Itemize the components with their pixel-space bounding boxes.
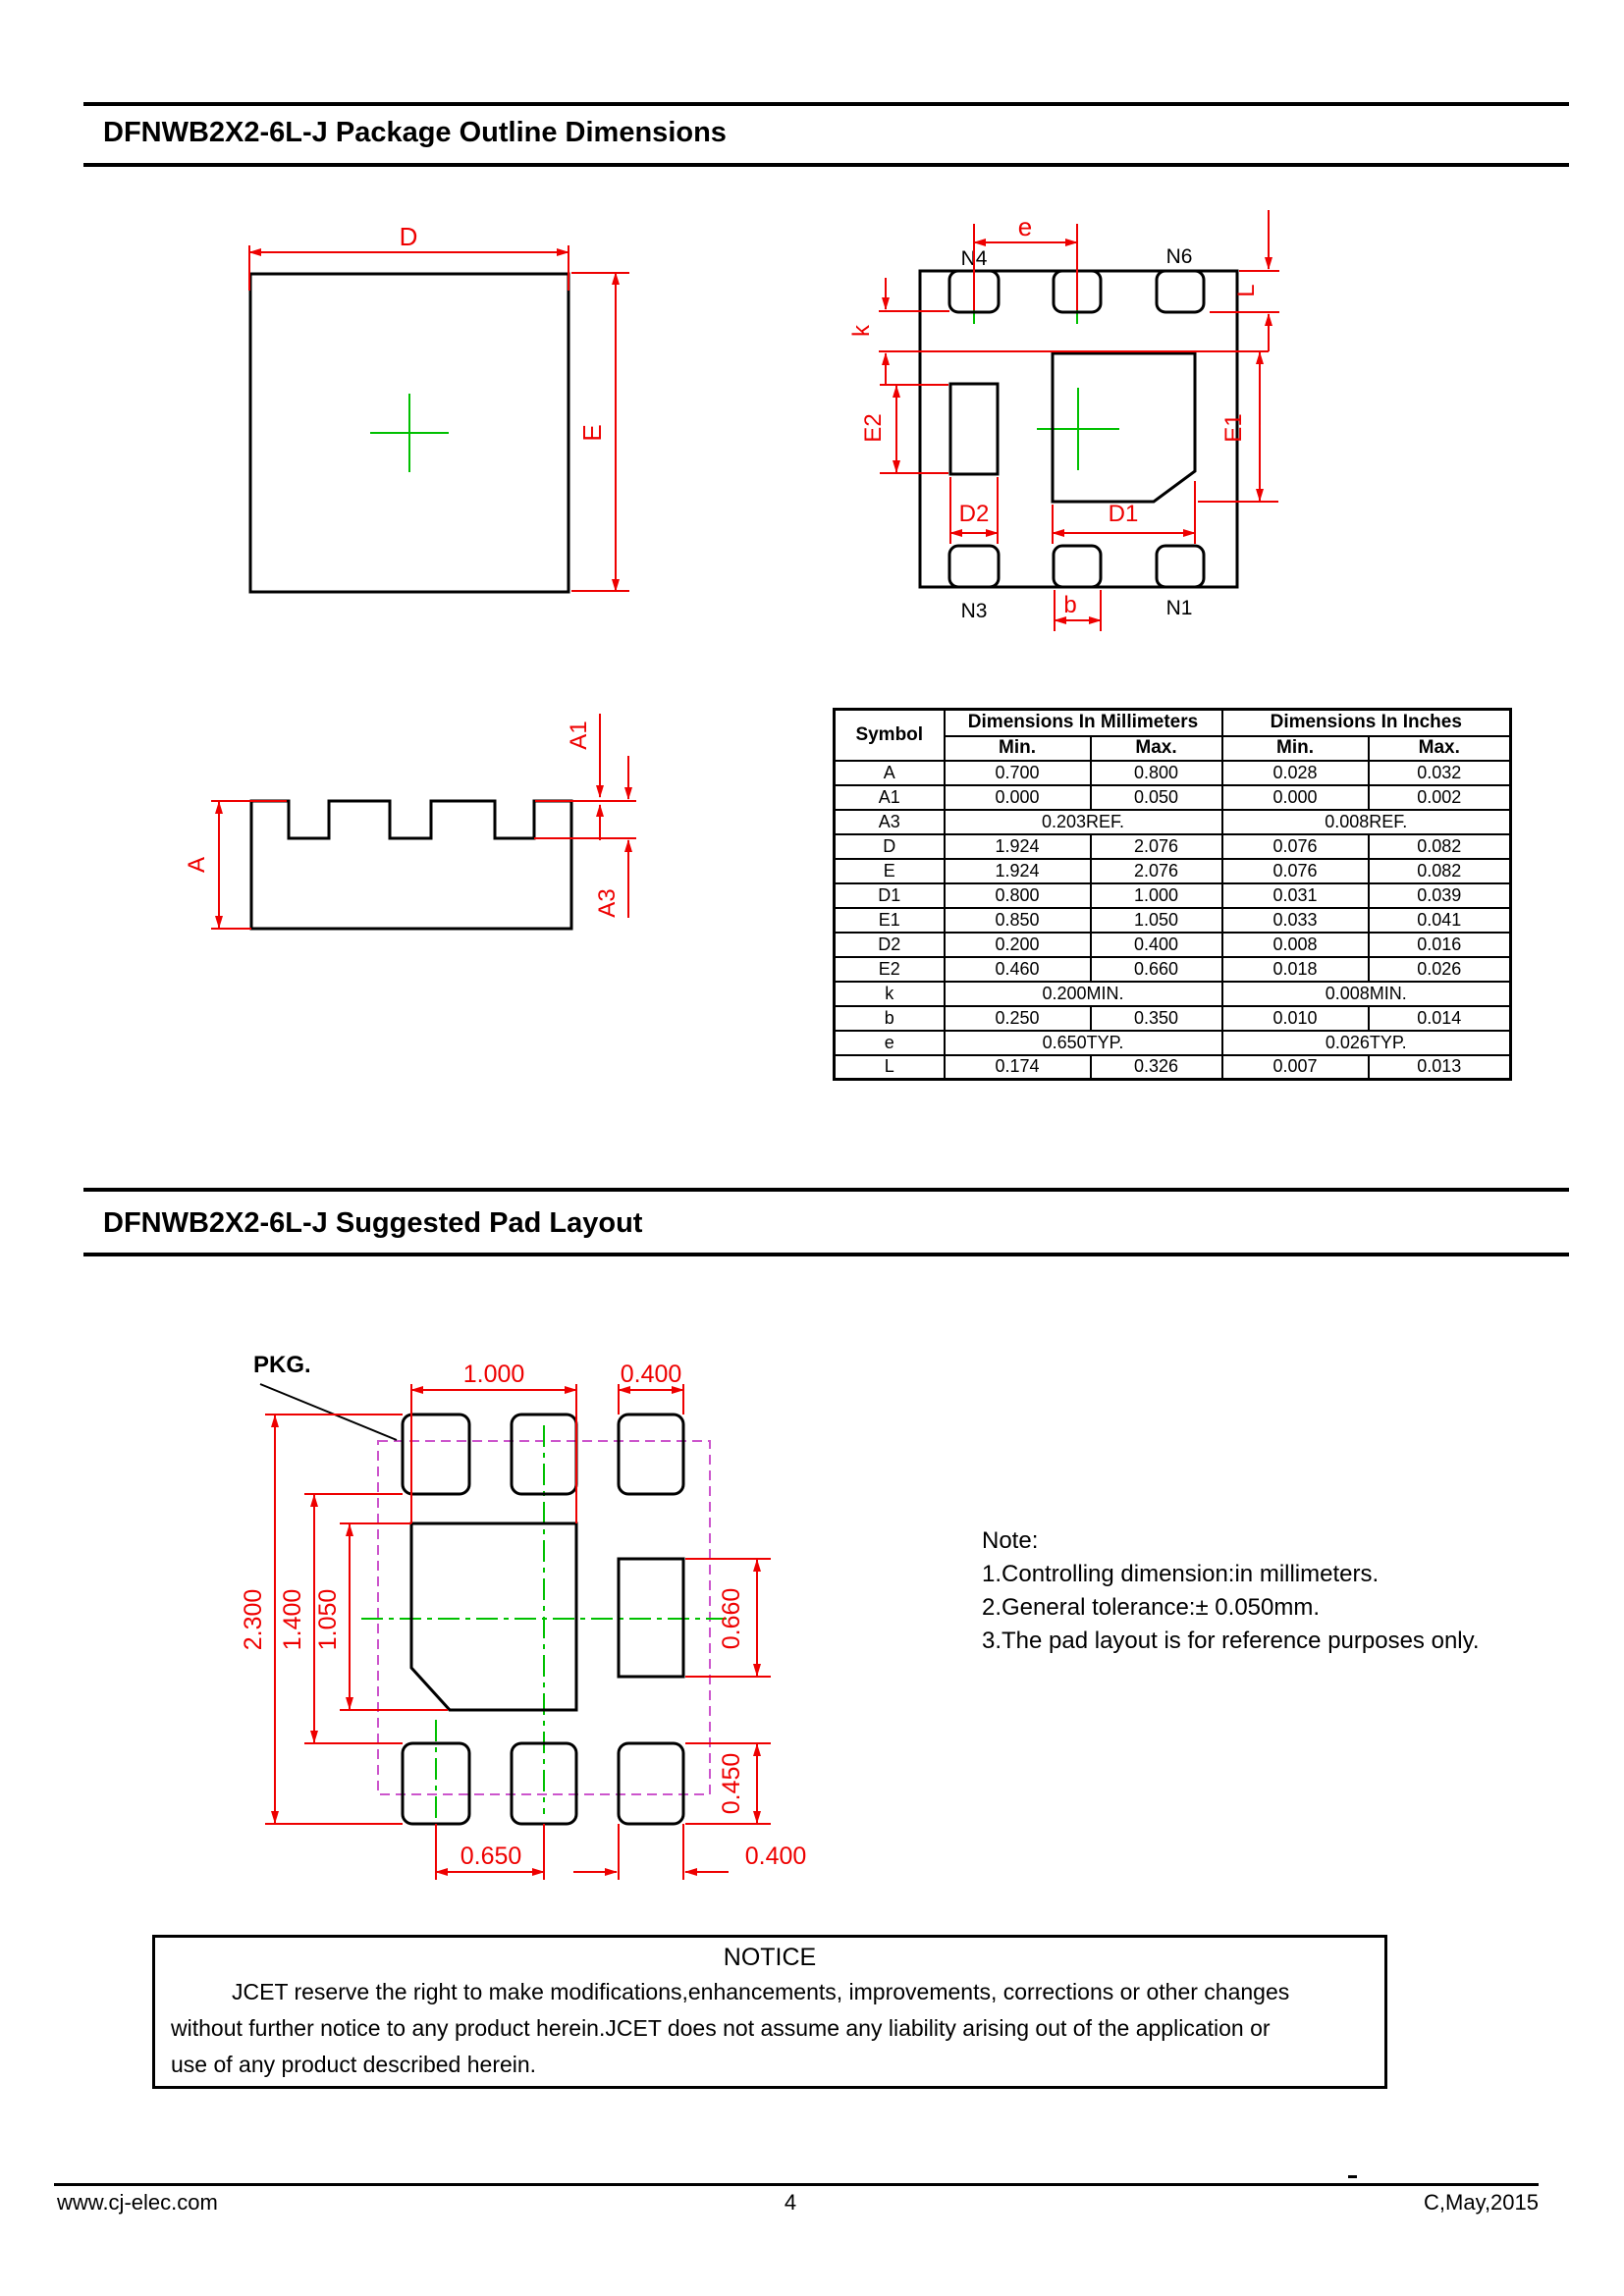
rule-top xyxy=(83,102,1569,106)
centerlines xyxy=(974,257,1119,470)
table-cell: 0.016 xyxy=(1369,933,1511,957)
dimension-E2 xyxy=(860,385,948,473)
dim-label-A1: A1 xyxy=(566,721,592,750)
table-cell: 0.350 xyxy=(1091,1006,1222,1031)
dim-value: 0.400 xyxy=(744,1842,807,1870)
notice-line: JCET reserve the right to make modifications,enhancements, improvements, corrections or other changes xyxy=(232,1979,1290,2004)
table-cell: A xyxy=(835,761,945,785)
table-cell: 0.850 xyxy=(945,908,1091,933)
notice-line: without further notice to any product herein.JCET does not assume any liability arising out of the application or xyxy=(171,2015,1271,2041)
table-cell: 1.924 xyxy=(945,859,1091,883)
rule-above-title2 xyxy=(83,1188,1569,1192)
footer-website: www.cj-elec.com xyxy=(57,2190,218,2215)
table-cell: 0.076 xyxy=(1222,834,1369,859)
table-row xyxy=(835,982,1511,1006)
table-row xyxy=(835,834,1511,859)
pad-n3 xyxy=(949,546,999,587)
col-header-mm-max: Max. xyxy=(1091,736,1222,761)
dimension-D2 xyxy=(950,477,998,544)
dim-label-A: A xyxy=(184,856,210,874)
dimension-D xyxy=(249,222,568,291)
exposed-pad xyxy=(1053,353,1195,502)
pad xyxy=(619,1743,683,1824)
table-cell: 0.041 xyxy=(1369,908,1511,933)
table-cell: 0.660 xyxy=(1091,957,1222,982)
table-cell: D2 xyxy=(835,933,945,957)
center-pad xyxy=(411,1523,576,1710)
table-row xyxy=(835,957,1511,982)
dimensions-table xyxy=(833,708,1512,1081)
col-header-mm: Dimensions In Millimeters xyxy=(945,710,1222,736)
table-cell: E xyxy=(835,859,945,883)
table-cell: 0.039 xyxy=(1369,883,1511,908)
table-cell: D xyxy=(835,834,945,859)
dim-label-D: D xyxy=(399,222,418,251)
table-cell: A1 xyxy=(835,785,945,810)
table-cell: b xyxy=(835,1006,945,1031)
table-cell: 0.200MIN. xyxy=(945,982,1222,1006)
dimension-e xyxy=(974,212,1077,310)
table-row xyxy=(835,1006,1511,1031)
dimension-L xyxy=(1210,210,1279,351)
dim-value: 0.650 xyxy=(460,1842,522,1870)
table-cell: 0.050 xyxy=(1091,785,1222,810)
table-cell: 0.002 xyxy=(1369,785,1511,810)
dimension-b xyxy=(1055,590,1101,631)
pad xyxy=(619,1415,683,1494)
table-row xyxy=(835,1031,1511,1055)
table-cell: 0.460 xyxy=(945,957,1091,982)
table-cell: 0.082 xyxy=(1369,834,1511,859)
table-cell: 0.326 xyxy=(1091,1055,1222,1080)
dim-value: 2.300 xyxy=(240,1588,267,1651)
dimension-bottom-right-width xyxy=(573,1824,806,1880)
table-cell: 0.032 xyxy=(1369,761,1511,785)
table-cell: e xyxy=(835,1031,945,1055)
note-block xyxy=(982,1524,1480,1658)
dimension-A xyxy=(184,801,251,929)
table-cell: 0.400 xyxy=(1091,933,1222,957)
pad-n1 xyxy=(1157,546,1204,587)
table-cell: 0.026 xyxy=(1369,957,1511,982)
pad-n6 xyxy=(1157,271,1204,312)
table-cell: 0.026TYP. xyxy=(1222,1031,1511,1055)
table-cell: 1.000 xyxy=(1091,883,1222,908)
table-cell: 0.031 xyxy=(1222,883,1369,908)
pin-label-n4: N4 xyxy=(960,247,988,270)
footer-rule xyxy=(54,2183,1539,2186)
table-cell: 0.650TYP. xyxy=(945,1031,1222,1055)
table-cell: 2.076 xyxy=(1091,859,1222,883)
table-cell: E1 xyxy=(835,908,945,933)
col-header-in-max: Max. xyxy=(1369,736,1511,761)
table-cell: 0.033 xyxy=(1222,908,1369,933)
dimension-bottom-pad-height xyxy=(685,1743,771,1824)
col-header-mm-min: Min. xyxy=(945,736,1091,761)
pin-label-n1: N1 xyxy=(1165,597,1193,619)
table-cell: 1.050 xyxy=(1091,908,1222,933)
dim-value: 0.660 xyxy=(718,1587,745,1650)
table-cell: 0.174 xyxy=(945,1055,1091,1080)
dimension-E xyxy=(571,273,629,591)
pkg-label: PKG. xyxy=(253,1352,311,1378)
pad-n2 xyxy=(1054,546,1101,587)
dimension-k xyxy=(848,278,1269,385)
dimension-pitch xyxy=(436,1824,544,1880)
table-row xyxy=(835,761,1511,785)
section2-title: DFNWB2X2-6L-J Suggested Pad Layout xyxy=(103,1207,643,1239)
dim-label-k: k xyxy=(848,325,875,337)
pad xyxy=(403,1415,469,1494)
dim-label-b: b xyxy=(1063,592,1077,618)
dim-label-E2: E2 xyxy=(860,413,887,443)
dimension-D1 xyxy=(1053,481,1195,544)
footer-page-number: 4 xyxy=(784,2190,797,2215)
table-cell: 0.013 xyxy=(1369,1055,1511,1080)
dim-value: 1.400 xyxy=(279,1588,306,1651)
dim-value: 0.450 xyxy=(718,1752,745,1815)
table-cell: 0.008MIN. xyxy=(1222,982,1511,1006)
dim-label-E: E xyxy=(577,424,607,442)
table-cell: 0.700 xyxy=(945,761,1091,785)
table-cell: 0.076 xyxy=(1222,859,1369,883)
note-item: 3.The pad layout is for reference purposes only. xyxy=(982,1628,1480,1654)
dim-label-L: L xyxy=(1233,284,1260,297)
table-cell: 0.203REF. xyxy=(945,810,1222,834)
dimension-top-right-width xyxy=(619,1361,683,1415)
dim-label-D1: D1 xyxy=(1108,501,1139,527)
table-cell: 0.800 xyxy=(945,883,1091,908)
notice-title: NOTICE xyxy=(723,1944,817,1971)
side-view-drawing xyxy=(177,677,648,962)
notice-box xyxy=(152,1935,1387,2089)
col-header-inch: Dimensions In Inches xyxy=(1222,710,1511,736)
table-cell: 0.028 xyxy=(1222,761,1369,785)
table-cell: L xyxy=(835,1055,945,1080)
table-cell: 0.000 xyxy=(1222,785,1369,810)
notice-line: use of any product described herein. xyxy=(171,2052,537,2077)
table-cell: 0.018 xyxy=(1222,957,1369,982)
pkg-leader-line xyxy=(260,1384,397,1440)
rule-under-title2 xyxy=(83,1253,1569,1256)
table-cell: 0.010 xyxy=(1222,1006,1369,1031)
table-cell: 0.800 xyxy=(1091,761,1222,785)
note-title: Note: xyxy=(982,1527,1039,1554)
dim-value: 0.400 xyxy=(620,1361,682,1388)
footer-revision: C,May,2015 xyxy=(1424,2190,1539,2215)
table-cell: 0.008 xyxy=(1222,933,1369,957)
table-cell: 0.200 xyxy=(945,933,1091,957)
table-cell: 1.924 xyxy=(945,834,1091,859)
bottom-view-drawing xyxy=(844,147,1316,648)
center-crosshair xyxy=(370,394,449,472)
notice-body xyxy=(155,1972,1384,2083)
package-side-profile xyxy=(251,801,571,929)
table-cell: 0.014 xyxy=(1369,1006,1511,1031)
table-cell: k xyxy=(835,982,945,1006)
table-row xyxy=(835,859,1511,883)
rule-under-title1 xyxy=(83,163,1569,167)
dim-label-E1: E1 xyxy=(1220,413,1247,443)
table-row xyxy=(835,810,1511,834)
footer-tick xyxy=(1348,2175,1357,2178)
note-item: 2.General tolerance:± 0.050mm. xyxy=(982,1594,1321,1621)
table-cell: D1 xyxy=(835,883,945,908)
table-cell: 0.007 xyxy=(1222,1055,1369,1080)
table-cell: 0.082 xyxy=(1369,859,1511,883)
reference-lines xyxy=(251,801,636,838)
table-cell: 2.076 xyxy=(1091,834,1222,859)
dimensions-table-body xyxy=(835,761,1511,1080)
table-cell: E2 xyxy=(835,957,945,982)
table-row xyxy=(835,1055,1511,1080)
table-row xyxy=(835,785,1511,810)
pin-label-n6: N6 xyxy=(1165,245,1193,268)
table-row xyxy=(835,883,1511,908)
side-pad xyxy=(950,384,998,474)
table-cell: 0.000 xyxy=(945,785,1091,810)
col-header-in-min: Min. xyxy=(1222,736,1369,761)
dim-value: 1.050 xyxy=(314,1588,342,1651)
dim-value: 1.000 xyxy=(462,1361,525,1388)
table-row xyxy=(835,933,1511,957)
section1-title: DFNWB2X2-6L-J Package Outline Dimensions xyxy=(103,117,727,148)
col-header-symbol: Symbol xyxy=(835,710,945,761)
table-cell: 0.008REF. xyxy=(1222,810,1511,834)
pad-centerlines xyxy=(361,1425,727,1853)
note-item: 1.Controlling dimension:in millimeters. xyxy=(982,1561,1380,1587)
dim-label-D2: D2 xyxy=(958,501,990,527)
dim-label-A3: A3 xyxy=(594,888,621,918)
table-row xyxy=(835,908,1511,933)
table-cell: 0.250 xyxy=(945,1006,1091,1031)
pin-label-n3: N3 xyxy=(960,600,988,622)
table-cell: A3 xyxy=(835,810,945,834)
pad-layout-drawing xyxy=(226,1340,815,1909)
dimension-center-pad-height xyxy=(314,1523,448,1710)
dim-label-e: e xyxy=(1017,212,1033,241)
top-view-drawing xyxy=(187,206,648,628)
